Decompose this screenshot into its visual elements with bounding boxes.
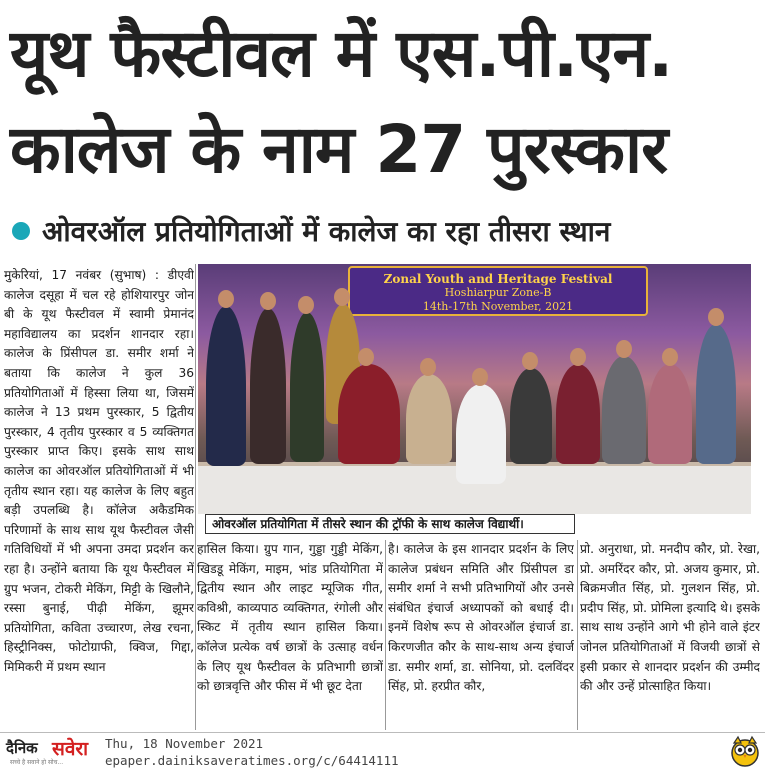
student-head <box>708 308 724 326</box>
banner-zone: Hoshiarpur Zone-B <box>444 286 552 299</box>
article-text-2: हासिल किया। ग्रुप गान, गुड्डा गुड्डी मेकिंग, खिडडू मेकिंग, माइम, भांड प्रतियोगिता में द्वितीय स्थान और लाइट म्यूजिक गीत, कविश्री, काव्यपाठ व्यक्तिगत, रंगोली और स्किट में तृतीय स्थान हासिल किया। कॉलेज प्रत्येक वर्ष छात्रों के उत्साह वर्धन के लिए यूथ फैस्टीवल के प्रतिभागी छात्रों को छात्रवृत्ति और फीस में भी छूट देता <box>197 542 383 694</box>
student-figure <box>602 356 646 464</box>
student-figure <box>456 384 506 484</box>
article-column-2 <box>197 540 383 730</box>
student-figure <box>406 374 452 464</box>
article-column-1 <box>4 266 194 726</box>
footer-meta <box>105 735 399 769</box>
dainik-savera-logo[interactable] <box>6 738 98 766</box>
banner-title: Zonal Youth and Heritage Festival <box>383 272 613 286</box>
student-figure <box>510 368 552 464</box>
epaper-url[interactable]: epaper.dainiksaveratimes.org/c/64414111 <box>105 753 399 768</box>
article-text-4: प्रो. अनुराधा, प्रो. मनदीप कौर, प्रो. रेखा, प्रो. अमरिंदर कौर, प्रो. अजय कुमार, प्रो. बिक्रमजीत सिंह, प्रो. गुलशन सिंह, प्रो. प्रदीप सिंह, प्रो. प्रोमिला इत्यादि थे। इसके साथ साथ उन्होंने आगे भी होने वाले इंटर जोनल प्रतियोगिताओं में विजयी छात्रों से इसी प्रकार से शानदार प्रदर्शन की उम्मीद की और उन्हें प्रोत्साहित किया। <box>580 542 760 694</box>
banner-dates: 14th-17th November, 2021 <box>422 300 574 313</box>
logo-tagline: सच्चे है सवाने हो सोच... <box>10 759 64 766</box>
subheadline <box>8 208 758 254</box>
student-figure <box>250 308 286 464</box>
column-divider <box>577 540 578 730</box>
column-divider <box>195 264 196 730</box>
photo-caption: ओवरऑल प्रतियोगिता में तीसरे स्थान की ट्रॉफी के साथ कालेज विद्यार्थी। <box>205 514 575 534</box>
logo-word-dainik: दैनिक <box>6 739 38 757</box>
student-head <box>570 348 586 366</box>
student-head <box>472 368 488 386</box>
student-head <box>662 348 678 366</box>
publish-date: Thu, 18 November 2021 <box>105 736 264 751</box>
logo-word-savera: सवेरा <box>52 738 89 760</box>
student-figure <box>290 312 324 462</box>
student-head <box>298 296 314 314</box>
footer-bar <box>0 732 765 770</box>
owl-mascot-icon <box>730 735 760 767</box>
article-text-3: है। कालेज के इस शानदार प्रदर्शन के लिए कालेज प्रबंधन समिति और प्रिंसीपल डा समीर शर्मा ने सभी प्रतिभागियों और उनसे संबंधित इंचार्ज अध्यापकों को बधाई दी। इनमें विशेष रूप से ओवरऑल इंचार्ज डा. किरणजीत कौर के साथ-साथ अन्य इंचार्ज डा. समीर शर्मा, डा. सोनिया, प्रो. दलविंदर सिंह, प्रो. हरप्रीत कौर, <box>388 542 574 694</box>
student-figure <box>696 324 736 464</box>
student-head <box>420 358 436 376</box>
headline-line-2: कालेज के नाम 27 पुरस्कार <box>10 111 668 188</box>
student-figure <box>648 364 692 464</box>
article-text-1: मुकेरियां, 17 नवंबर (सुभाष) : डीएवी कालेज दसूहा में चल रहे होशियारपुर जोन बी के यूथ फैस्टीवल में स्वामी प्रेमानंद महाविद्यालय का प्रदर्शन शानदार रहा। कालेज के प्रिंसीपल डा. समीर शर्मा ने बताया कि कालेज ने कुल 36 प्रतियोगिताओं में हिस्सा लिया था, जिसमें कालेज ने 13 प्रथम पुरस्कार, 5 द्वितीय पुरस्कार, 4 तृतीय पुरस्कार व 5 व्यक्तिगत पुरस्कार प्राप्त किए। इसके साथ साथ कालेज का ओवरऑल प्रतियोगिताओं में भी तृतीय स्थान रहा। यह कालेज के लिए बहुत बड़ी उपलब्धि है। कॉलेज अकैडमिक परिणामों के साथ साथ यूथ फैस्टीवल जैसी गतिविधियों में भी अपना उमदा प्रदर्शन कर रहा है। उन्होंने बताया कि यूथ फैस्टीवल में ग्रुप भजन, टोकरी मेकिंग, मिट्टी के खिलौने, रस्सा बुनाई, पीढ़ी मेकिंग, झूमर प्रतियोगिता, कविता उच्चारण, लेख रचना, हिस्ट्रीनिक्स, फोटोग्राफी, क्विज, गिद्दा, मिमिकरी में प्रथम स्थान <box>4 268 194 674</box>
student-head <box>522 352 538 370</box>
news-photo <box>198 264 751 514</box>
student-head <box>616 340 632 358</box>
headline-line-1: यूथ फैस्टीवल में एस.पी.एन. <box>10 15 673 92</box>
student-figure <box>206 306 246 466</box>
student-head <box>260 292 276 310</box>
teal-bullet-icon <box>12 222 30 240</box>
article-column-4 <box>580 540 760 730</box>
student-head <box>358 348 374 366</box>
student-figure <box>556 364 600 464</box>
student-figure <box>338 364 400 464</box>
student-head <box>334 288 350 306</box>
festival-banner <box>348 266 648 316</box>
column-divider <box>385 540 386 730</box>
article-column-3 <box>388 540 574 730</box>
subheadline-text: ओवरऑल प्रतियोगिताओं में कालेज का रहा तीसरा स्थान <box>42 215 611 248</box>
student-head <box>218 290 234 308</box>
